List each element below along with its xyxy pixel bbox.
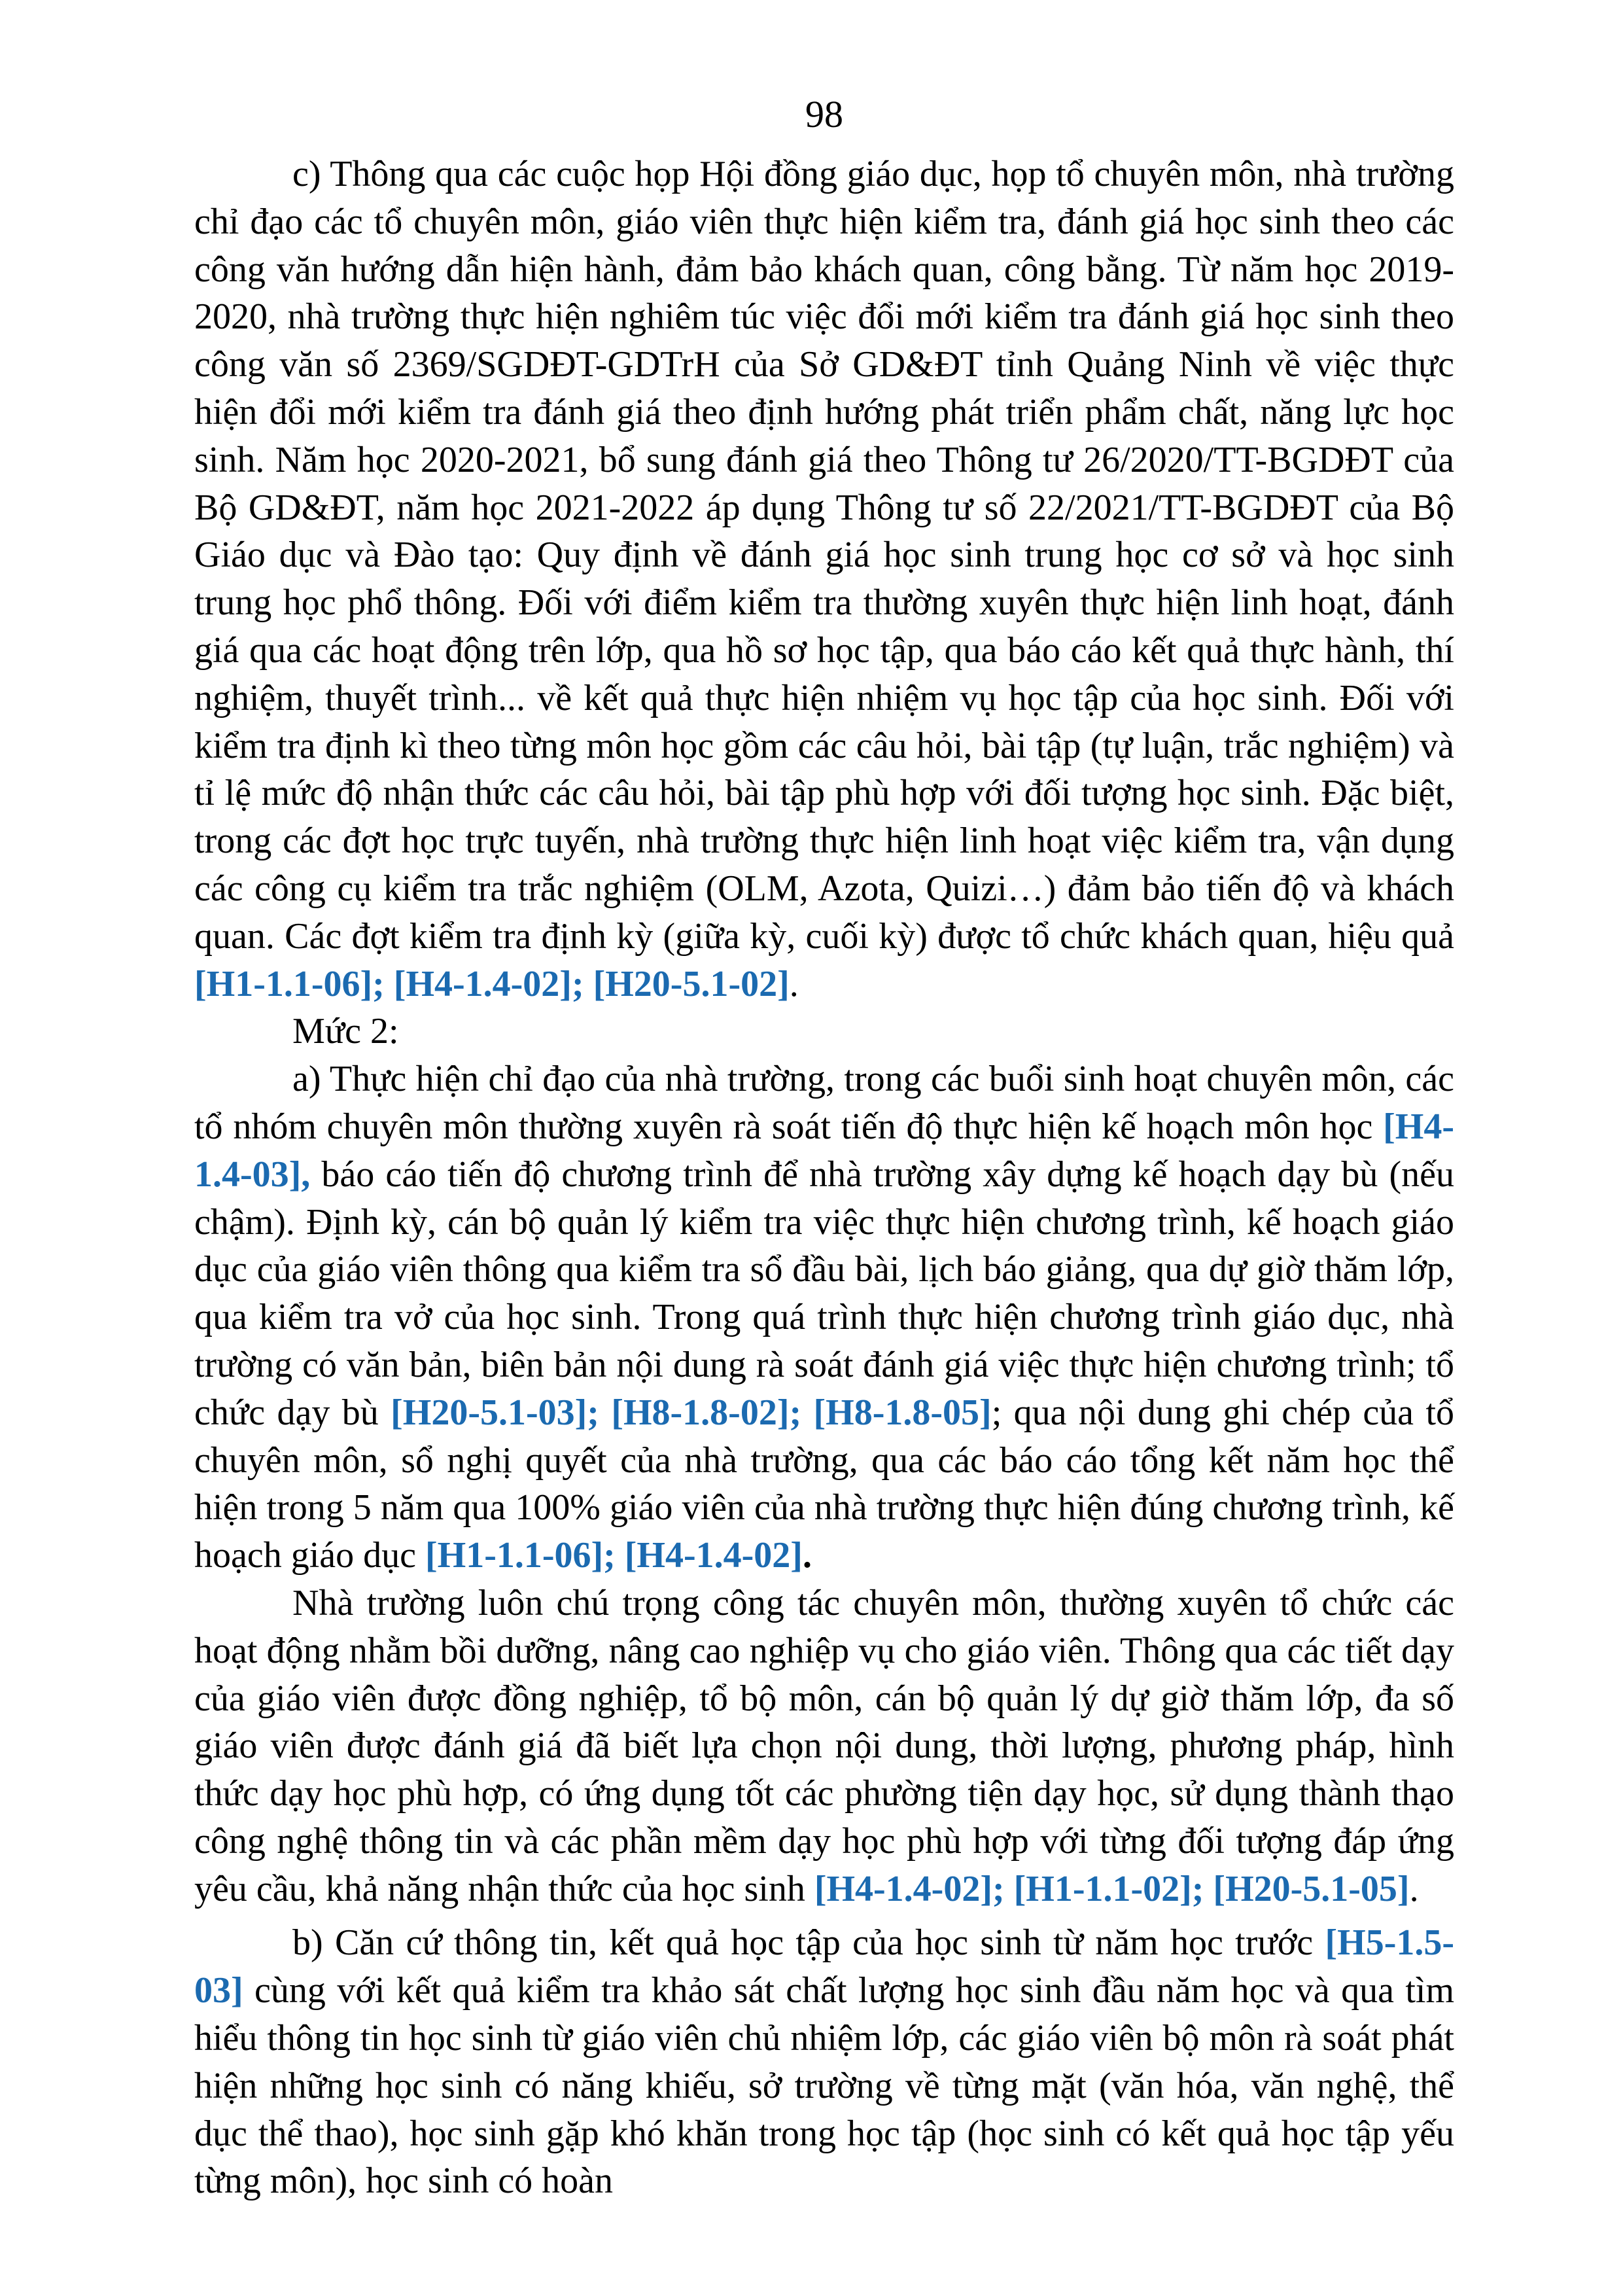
level-heading-text: Mức 2:	[292, 1011, 399, 1052]
paragraph-a-curriculum	[194, 1055, 1454, 1580]
paragraph-end: .	[802, 1535, 812, 1576]
evidence-reference: [H4-1.4-02]; [H1-1.1-02]; [H20-5.1-05]	[814, 1868, 1410, 1909]
paragraph-text: cùng với kết quả kiểm tra khảo sát chất lượng học sinh đầu năm học và qua tìm hiểu thông tin học sinh từ giáo viên chủ nhiệm lớp, các giáo viên bộ môn rà soát phát hiện những học sinh có năng khiếu, sở trường về từng mặt (văn hóa, văn nghệ, thể dục thể thao), học sinh gặp khó khăn trong học tập (học sinh có kết quả học tập yếu từng môn), học sinh có hoàn	[194, 1970, 1454, 2202]
evidence-reference: [H1-1.1-06]; [H4-1.4-02]; [H20-5.1-02]	[194, 963, 790, 1004]
evidence-reference: [H1-1.1-06]; [H4-1.4-02]	[425, 1535, 803, 1576]
evidence-reference: [H5-1.5-03]	[194, 1922, 1454, 2011]
document-page	[194, 85, 1454, 2205]
paragraph-professional-development	[194, 1580, 1454, 1913]
paragraph-text: b) Căn cứ thông tin, kết quả học tập của học sinh từ năm học trước	[292, 1922, 1325, 1964]
paragraph-text: ; qua nội dung ghi chép của tổ chuyên môn, sổ nghị quyết của nhà trường, qua các báo cáo tổng kết năm học thể hiện trong 5 năm qua 100% giáo viên của nhà trường thực hiện đúng chương trình, kế hoạch giáo dục	[194, 1392, 1454, 1576]
evidence-reference: [H4-1.4-03],	[194, 1106, 1454, 1195]
level-heading	[194, 1008, 1454, 1055]
paragraph-text: c) Thông qua các cuộc họp Hội đồng giáo dục, họp tổ chuyên môn, nhà trường chỉ đạo các tổ chuyên môn, giáo viên thực hiện kiểm tra, đánh giá học sinh theo các công văn hướng dẫn hiện hành, đảm bảo khách quan, công bằng. Từ năm học 2019-2020, nhà trường thực hiện nghiêm túc việc đổi mới kiểm tra đánh giá học sinh theo công văn số 2369/SGDĐT-GDTrH của Sở GD&ĐT tỉnh Quảng Ninh về việc thực hiện đổi mới kiểm tra đánh giá theo định hướng phát triển phẩm chất, năng lực học sinh. Năm học 2020-2021, bổ sung đánh giá theo Thông tư 26/2020/TT-BGDĐT của Bộ GD&ĐT, năm học 2021-2022 áp dụng Thông tư số 22/2021/TT-BGDĐT của Bộ Giáo dục và Đào tạo: Quy định về đánh giá học sinh trung học cơ sở và học sinh trung học phổ thông. Đối với điểm kiểm tra thường xuyên thực hiện linh hoạt, đánh giá qua các hoạt động trên lớp, qua hồ sơ học tập, qua báo cáo kết quả thực hành, thí nghiệm, thuyết trình... về kết quả thực hiện nhiệm vụ học tập của học sinh. Đối với kiểm tra định kì theo từng môn học gồm các câu hỏi, bài tập (tự luận, trắc nghiệm) và tỉ lệ mức độ nhận thức các câu hỏi, bài tập phù hợp với đối tượng học sinh. Đặc biệt, trong các đợt học trực tuyến, nhà trường thực hiện linh hoạt việc kiểm tra, vận dụng các công cụ kiểm tra trắc nghiệm (OLM, Azota, Quizi…) đảm bảo tiến độ và khách quan. Các đợt kiểm tra định kỳ (giữa kỳ, cuối kỳ) được tổ chức khách quan, hiệu quả	[194, 154, 1454, 957]
paragraph-text: báo cáo tiến độ chương trình để nhà trường xây dựng kế hoạch dạy bù (nếu chậm). Định kỳ, cán bộ quản lý kiểm tra việc thực hiện chương trình, kế hoạch giáo dục của giáo viên thông qua kiểm tra sổ đầu bài, lịch báo giảng, qua dự giờ thăm lớp, qua kiểm tra vở của học sinh. Trong quá trình thực hiện chương trình giáo dục, nhà trường có văn bản, biên bản nội dung rà soát đánh giá việc thực hiện chương trình; tổ chức dạy bù	[194, 1154, 1454, 1433]
paragraph-end: .	[789, 963, 799, 1004]
paragraph-text: a) Thực hiện chỉ đạo của nhà trường, trong các buổi sinh hoạt chuyên môn, các tổ nhóm chuyên môn thường xuyên rà soát tiến độ thực hiện kế hoạch môn học	[194, 1059, 1454, 1147]
evidence-reference: [H20-5.1-03]; [H8-1.8-02]; [H8-1.8-05]	[391, 1392, 992, 1433]
paragraph-end: .	[1409, 1868, 1419, 1909]
paragraph-text: Nhà trường luôn chú trọng công tác chuyên môn, thường xuyên tổ chức các hoạt động nhằm bồi dưỡng, nâng cao nghiệp vụ cho giáo viên. Thông qua các tiết dạy của giáo viên được đồng nghiệp, tổ bộ môn, cán bộ quản lý dự giờ thăm lớp, đa số giáo viên được đánh giá đã biết lựa chọn nội dung, thời lượng, phương pháp, hình thức dạy học phù hợp, có ứng dụng tốt các phường tiện dạy học, sử dụng thành thạo công nghệ thông tin và các phần mềm dạy học phù hợp với từng đối tượng đáp ứng yêu cầu, khả năng nhận thức của học sinh	[194, 1582, 1454, 1909]
page-number: 98	[805, 93, 843, 135]
paragraph-b-student-info	[194, 1919, 1454, 2205]
paragraph-c-assessment	[194, 150, 1454, 1008]
